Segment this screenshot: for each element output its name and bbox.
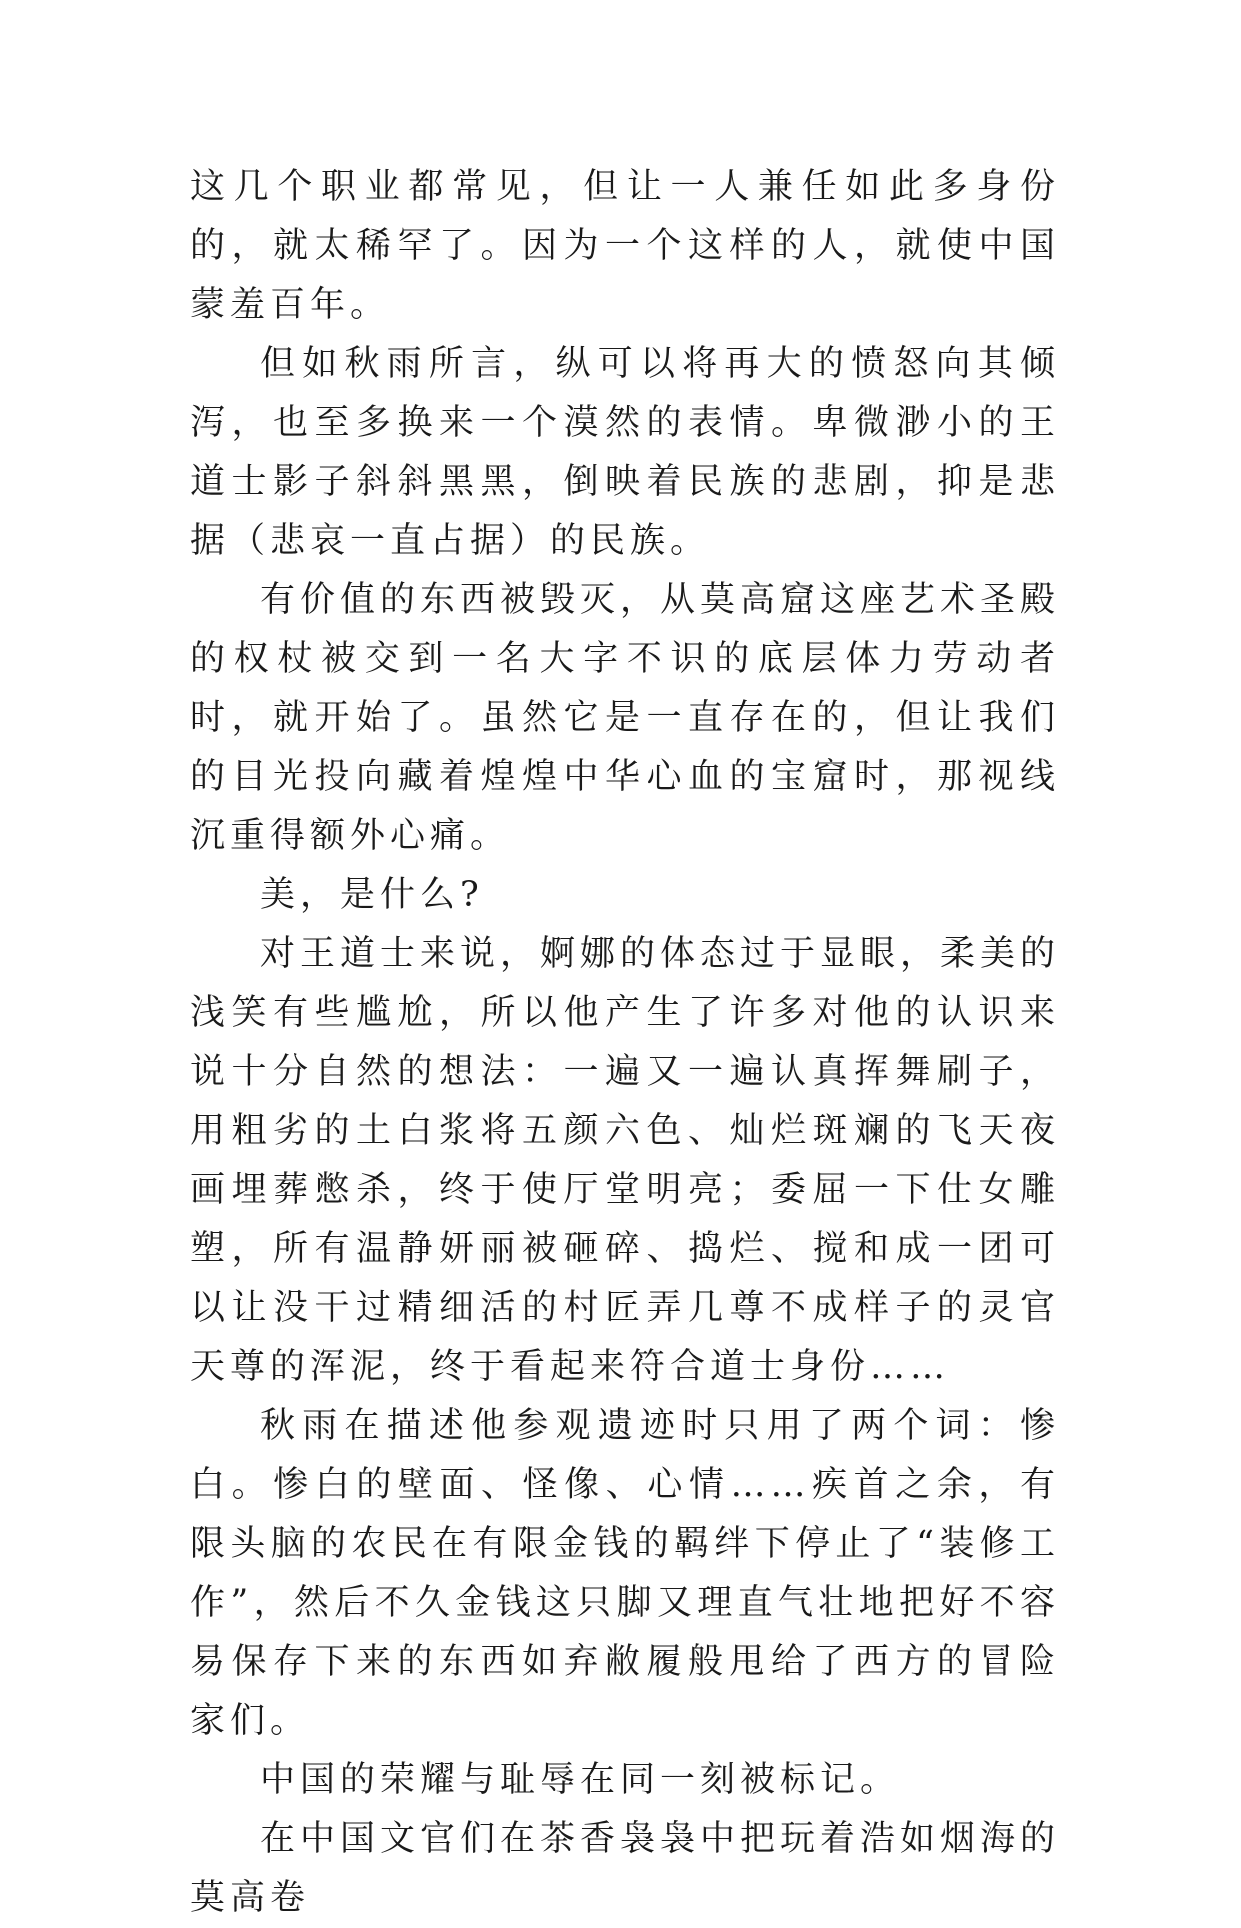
paragraph: 这几个职业都常见，但让一人兼任如此多身份的，就太稀罕了。因为一个这样的人，就使中国蒙羞百年。: [190, 167, 1060, 325]
paragraph: 美，是什么?: [260, 875, 484, 915]
paragraph: 在中国文官们在茶香袅袅中把玩着浩如烟海的莫高卷: [190, 1819, 1061, 1918]
paragraph: 有价值的东西被毁灭，从莫高窟这座艺术圣殿的权杖被交到一名大字不识的底层体力劳动者时，就开始了。虽然它是一直存在的，但让我们的目光投向藏着煌煌中华心血的宝窟时，那视线沉重得额外心痛。: [190, 580, 1061, 856]
paragraph: 但如秋雨所言，纵可以将再大的愤怒向其倾泻，也至多换来一个漠然的表情。卑微渺小的王道士影子斜斜黑黑，倒映着民族的悲剧，抑是悲据（悲哀一直占据）的民族。: [190, 344, 1060, 561]
paragraph: 秋雨在描述他参观遗迹时只用了两个词：惨白。惨白的壁面、怪像、心情……疾首之余，有限头脑的农民在有限金钱的羁绊下停止了“装修工作”，然后不久金钱这只脚又理直气壮地把好不容易保存下来的东西如弃敝履般甩给了西方的冒险家们。: [190, 1406, 1060, 1741]
paragraph: 中国的荣耀与耻辱在同一刻被标记。: [260, 1760, 901, 1800]
paragraph: 对王道士来说，婀娜的体态过于显眼，柔美的浅笑有些尴尬，所以他产生了许多对他的认识来说十分自然的想法：一遍又一遍认真挥舞刷子，用粗劣的土白浆将五颜六色、灿烂斑斓的飞天夜画埋葬憋杀，终于使厅堂明亮；委屈一下仕女雕塑，所有温静妍丽被砸碎、捣烂、搅和成一团可以让没干过精细活的村匠弄几尊不成样子的灵官天尊的浑泥，终于看起来符合道士身份……: [190, 934, 1061, 1387]
body-text: [190, 158, 1060, 1928]
